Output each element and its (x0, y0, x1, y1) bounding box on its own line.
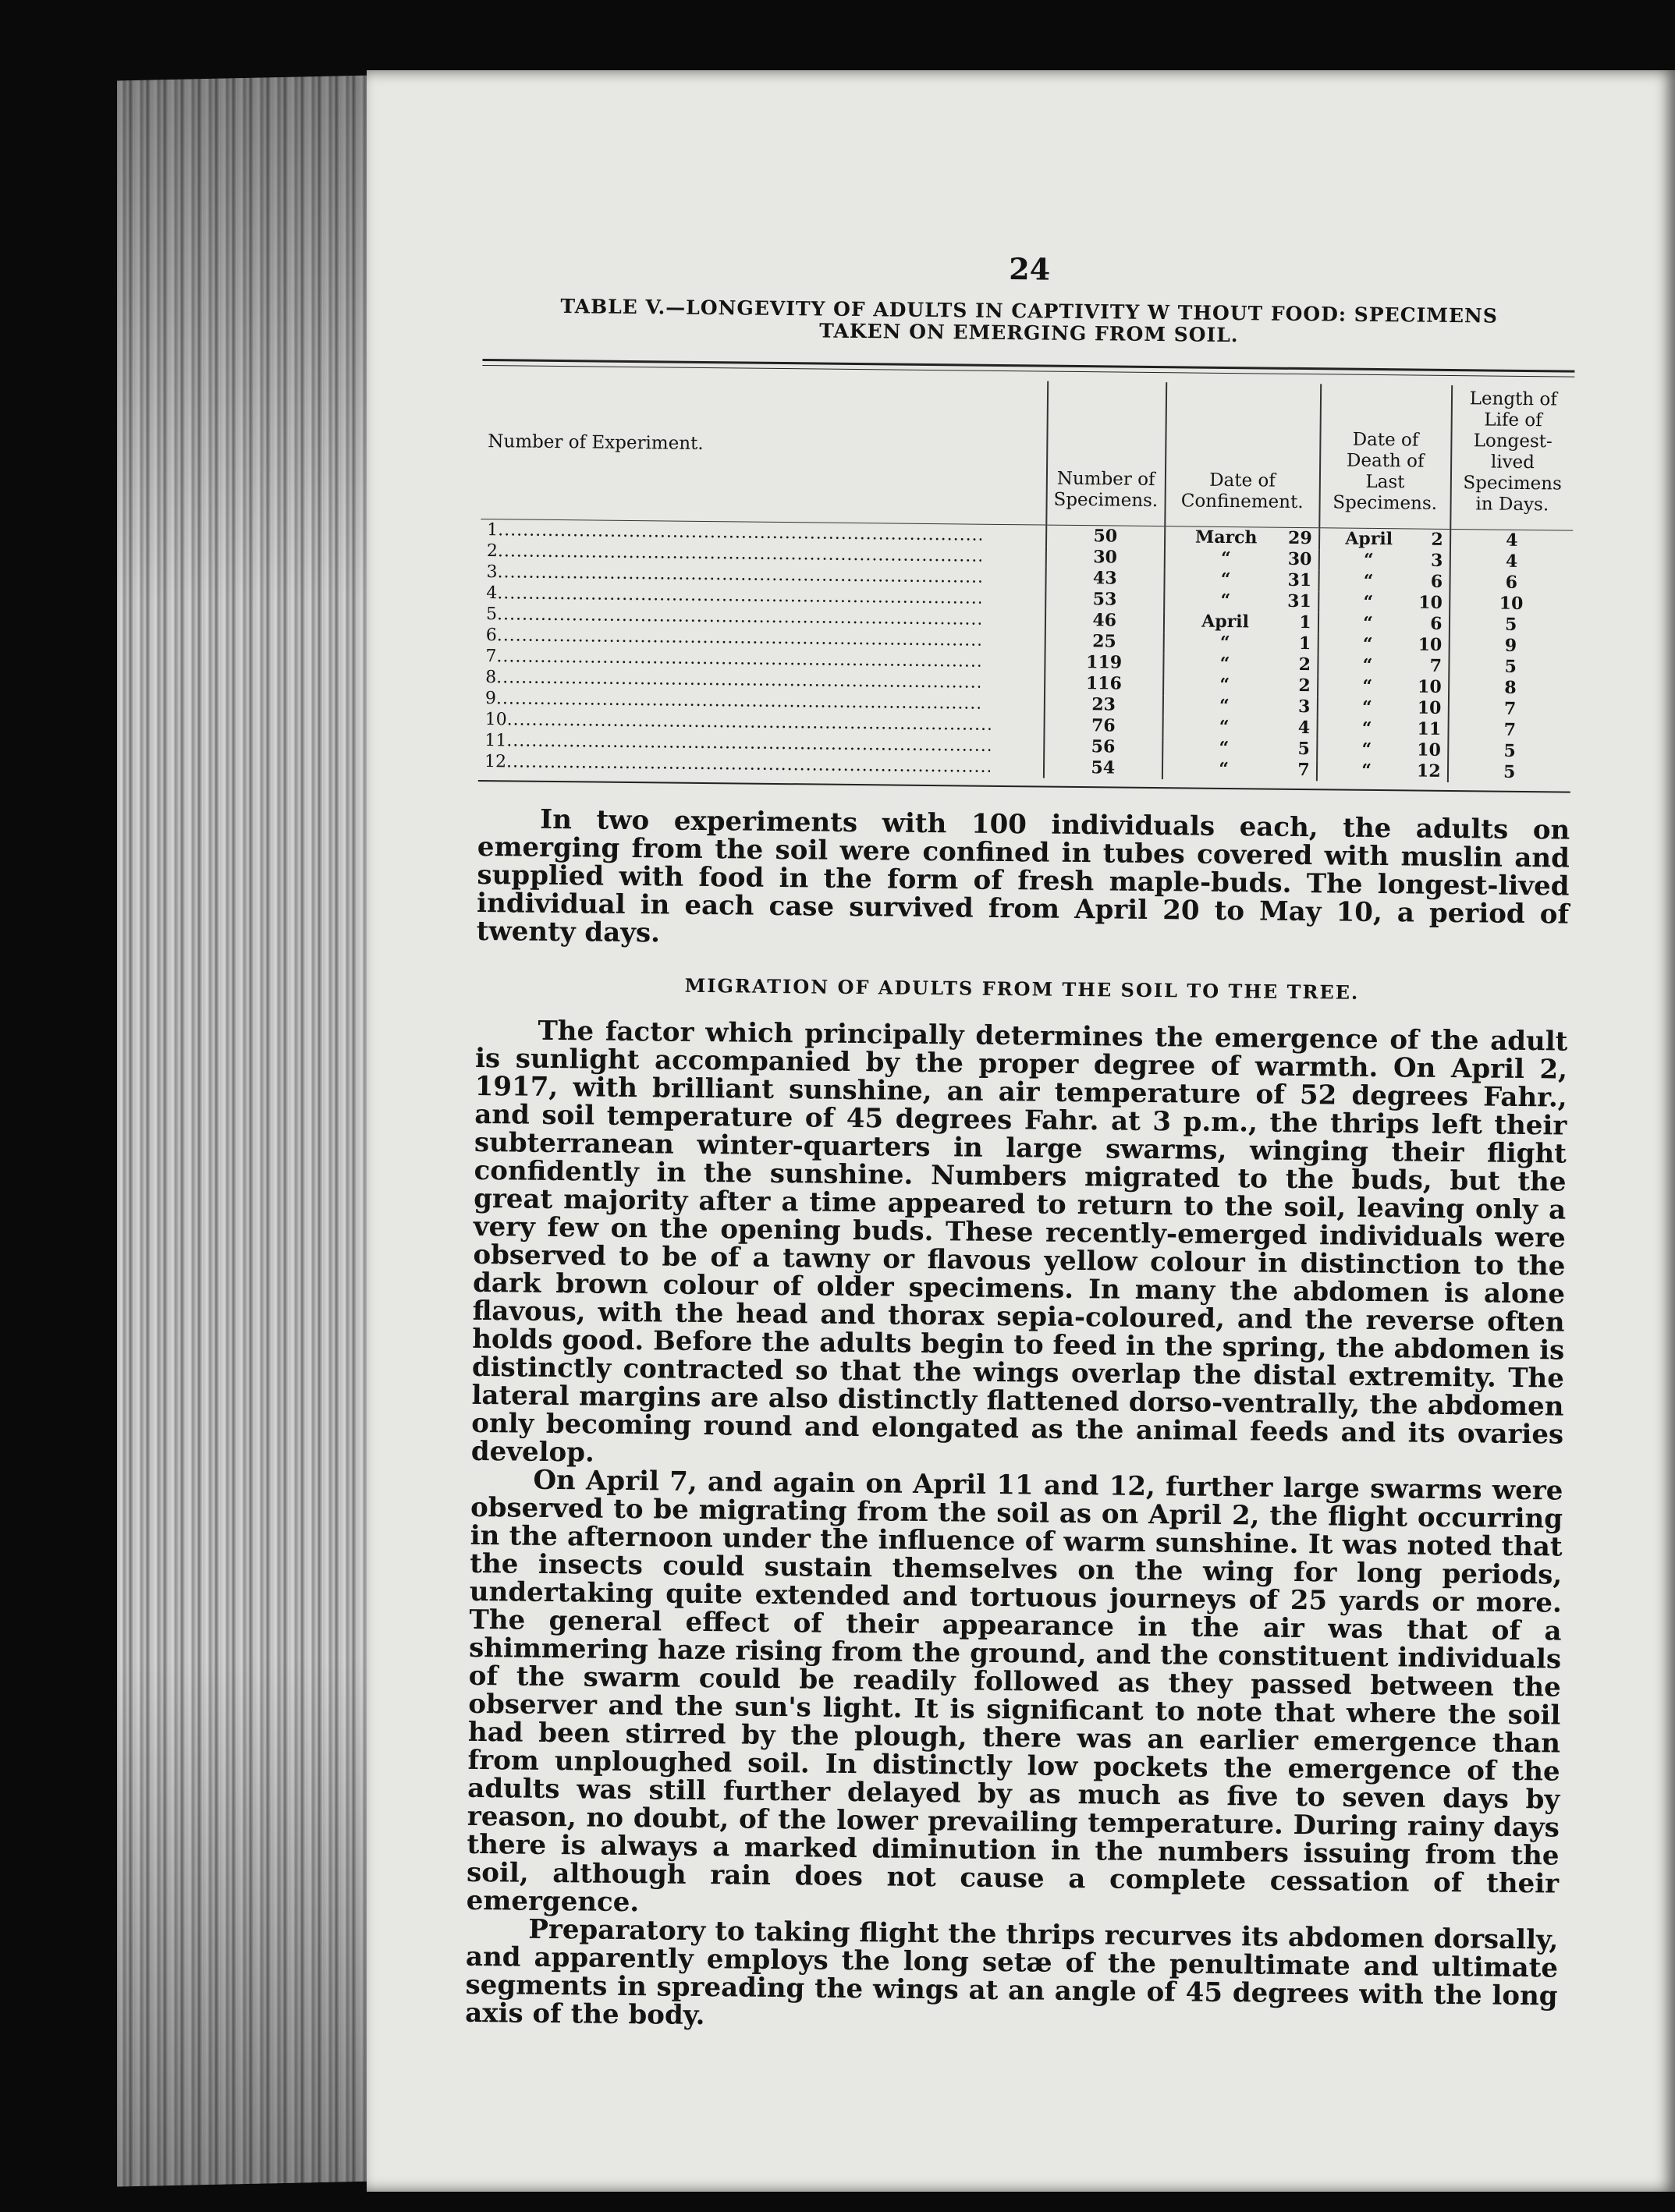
cell-specimens: 53 (1045, 589, 1164, 611)
confinement-month: “ (1219, 653, 1230, 675)
table-title-line-2: TAKEN ON EMERGING FROM SOIL. (819, 319, 1239, 347)
book-page (367, 70, 1675, 2192)
header-confinement: Date of Confinement. (1165, 382, 1321, 528)
cell-confinement (1162, 716, 1317, 739)
table-title (483, 295, 1576, 350)
paragraph: In two experiments with 100 individuals each, the adults on emerging from the soil were confined in tubes covered with muslin and supplied with food in the form of fresh maple-buds. The longest-lived individual in each case survived from April 20 to May 10, a period of twenty days. (476, 803, 1570, 949)
death-day: 12 (1416, 760, 1441, 782)
death-month: “ (1361, 739, 1372, 760)
death-day: 3 (1430, 550, 1443, 571)
confinement-day: 2 (1298, 675, 1311, 697)
cell-days: 8 (1449, 677, 1572, 700)
experiment-number: 8 (485, 668, 497, 688)
death-day: 10 (1417, 676, 1442, 697)
death-month: “ (1363, 612, 1374, 633)
dot-leader (506, 751, 990, 777)
confinement-day: 30 (1287, 548, 1312, 570)
table-top-rule (482, 359, 1574, 378)
cell-death (1318, 591, 1450, 614)
confinement-month: “ (1220, 548, 1231, 569)
death-day: 10 (1417, 739, 1442, 760)
cell-specimens: 30 (1046, 547, 1165, 569)
experiment-number: 11 (484, 731, 507, 751)
confinement-month: “ (1219, 632, 1230, 654)
confinement-day: 5 (1297, 738, 1311, 760)
cell-death (1317, 739, 1448, 761)
cell-specimens: 119 (1045, 652, 1163, 675)
cell-specimens: 54 (1044, 757, 1162, 780)
cell-specimens: 76 (1044, 715, 1162, 738)
confinement-day: 1 (1298, 633, 1311, 654)
table-body (478, 519, 1573, 783)
cell-specimens: 50 (1046, 525, 1165, 548)
confinement-day: 3 (1297, 696, 1311, 718)
cell-death (1318, 612, 1449, 635)
cell-death (1318, 654, 1449, 677)
confinement-day: 29 (1287, 527, 1312, 549)
death-month: “ (1361, 718, 1372, 739)
confinement-month: “ (1220, 590, 1231, 611)
cell-confinement (1163, 632, 1318, 654)
cell-days: 7 (1448, 719, 1571, 742)
cell-days: 4 (1450, 529, 1574, 551)
death-day: 7 (1429, 655, 1443, 676)
header-experiment: Number of Experiment. (481, 375, 1048, 525)
paragraph: On April 7, and again on April 11 and 12, further large swarms were observed to be migrating from the soil as on April 2, the flight occurring in the afternoon under the influence of warm sunshine. It was noted that the insects could sustain themselves on the wing for long periods, undertaking quite extended and tortuous journeys of 25 yards or more. The general effect of their appearance in the air was that of a shimmering haze rising from the ground, and the constituent individuals of the swarm could be readily followed as they passed between the observer and the sun's light. It is significant to note that where the soil had been stirred by the plough, there was an earlier emergence than from unploughed soil. In distinctly low pockets the emergence of the adults was still further delayed by as much as five to seven days by reason, no doubt, of the lower prevailing temperature. During rainy days there is always a marked diminution in the numbers issuing from the soil, although rain does not cause a complete cessation of their emergence. (466, 1464, 1563, 1919)
cell-days: 10 (1450, 593, 1573, 615)
cell-specimens: 56 (1044, 736, 1162, 759)
cell-death (1319, 528, 1450, 551)
cell-days: 5 (1449, 614, 1572, 636)
paragraph: The factor which principally determines the emergence of the adult is sunlight accompanied by the proper degree of warmth. On April 2, 1917, with brilliant sunshine, an air temperature of 52 degrees Fahr., and soil temperature of 45 degrees Fahr. at 3 p.m., the thrips left their subterranean winter-quarters in large swarms, winging their flight confidently in the sunshine. Numbers migrated to the buds, but the great majority after a time appeared to return to the soil, leaving only a very few on the opening buds. These recently-emerged individuals were observed to be of a tawny or flavous yellow colour in distinction to the dark brown colour of older specimens. In many the abdomen is alone flavous, with the head and thorax sepia-coloured, and the reverse often holds good. Before the adults begin to feed in the spring, the abdomen is distinctly contracted so that the wings overlap the distal extremity. The lateral margins are also distinctly flattened dorso-ventrally, the abdomen only becoming round and elongated as the animal feeds and its ovaries develop. (470, 1015, 1568, 1469)
confinement-day: 31 (1287, 569, 1312, 591)
cell-days: 5 (1449, 656, 1572, 679)
table-title-line-1: TABLE V.—LONGEVITY OF ADULTS IN CAPTIVITY W THOUT FOOD: SPECIMENS (560, 295, 1499, 328)
cell-confinement (1162, 758, 1316, 781)
experiment-number: 10 (484, 710, 507, 730)
confinement-month: March (1194, 526, 1258, 548)
experiment-number: 2 (486, 541, 499, 562)
confinement-month: “ (1219, 737, 1230, 759)
cell-days: 5 (1448, 740, 1571, 763)
death-month: “ (1363, 570, 1374, 591)
cell-death (1316, 760, 1447, 782)
page-number: 24 (1009, 251, 1051, 287)
cell-death (1317, 718, 1448, 740)
cell-death (1318, 570, 1450, 593)
experiment-number: 7 (485, 647, 497, 667)
cell-days: 4 (1450, 551, 1573, 573)
table-header-row (481, 375, 1574, 530)
experiment-number: 3 (486, 562, 498, 583)
death-month: “ (1362, 654, 1373, 675)
cell-confinement (1165, 526, 1319, 550)
death-month: “ (1363, 591, 1374, 612)
cell-days: 6 (1450, 572, 1573, 594)
cell-death (1318, 549, 1450, 572)
cell-confinement (1163, 611, 1318, 633)
paragraph: Preparatory to taking flight the thrips recurves its abdomen dorsally, and apparently employs the long setæ of the penultimate and ultimate segments in spreading the wings at an angle of 45 degrees with the long axis of the body. (465, 1913, 1559, 2032)
header-length: Length of Life of Longest-lived Specimens in Days. (1450, 385, 1574, 530)
cell-confinement (1164, 548, 1318, 570)
confinement-month: “ (1219, 758, 1230, 780)
confinement-day: 31 (1287, 590, 1311, 612)
death-day: 6 (1430, 613, 1443, 634)
cell-confinement (1162, 695, 1317, 718)
cell-specimens: 23 (1045, 694, 1163, 717)
experiment-number: 1 (487, 520, 499, 541)
cell-specimens: 25 (1045, 631, 1163, 654)
cell-specimens: 43 (1045, 568, 1164, 590)
section-heading: MIGRATION OF ADULTS FROM THE SOIL TO THE TREE. (684, 973, 1360, 1004)
death-day: 11 (1417, 718, 1442, 739)
confinement-day: 2 (1298, 654, 1311, 675)
death-day: 2 (1431, 529, 1443, 550)
experiment-number: 6 (485, 626, 497, 646)
cell-death (1317, 697, 1448, 719)
experiment-number: 5 (485, 604, 498, 625)
confinement-day: 7 (1297, 759, 1310, 781)
death-month: “ (1362, 633, 1373, 654)
body-text (465, 805, 1570, 2039)
longevity-table (478, 375, 1574, 784)
confinement-month: “ (1219, 674, 1230, 696)
confinement-month: April (1201, 611, 1250, 633)
cell-confinement (1163, 653, 1318, 675)
experiment-number: 4 (486, 583, 498, 604)
confinement-month: “ (1220, 569, 1231, 590)
cell-specimens: 116 (1045, 673, 1163, 696)
death-day: 10 (1418, 592, 1443, 613)
cell-days: 5 (1447, 761, 1570, 784)
table-bottom-rule (478, 780, 1570, 793)
death-day: 10 (1418, 634, 1443, 655)
death-month: “ (1362, 675, 1373, 697)
death-month: “ (1361, 697, 1372, 718)
cell-death (1318, 675, 1449, 698)
header-death: Date of Death of Last Specimens. (1319, 384, 1452, 529)
page-content (465, 246, 1576, 2039)
death-month: “ (1361, 760, 1372, 781)
cell-death (1318, 633, 1449, 656)
cell-specimens: 46 (1045, 610, 1164, 633)
book-page-edges (117, 76, 374, 2187)
cell-confinement (1164, 590, 1318, 612)
cell-confinement (1162, 737, 1317, 760)
cell-confinement (1164, 569, 1318, 591)
cell-days: 9 (1449, 635, 1572, 658)
confinement-day: 4 (1297, 717, 1311, 739)
experiment-number: 12 (484, 752, 507, 772)
cell-confinement (1163, 674, 1318, 697)
death-month: April (1345, 528, 1393, 550)
death-day: 10 (1417, 697, 1442, 718)
header-specimens: Number of Specimens. (1046, 381, 1166, 526)
experiment-number: 9 (484, 689, 497, 709)
death-day: 6 (1430, 571, 1443, 592)
confinement-month: “ (1219, 716, 1230, 738)
confinement-day: 1 (1299, 611, 1311, 633)
death-month: “ (1363, 549, 1374, 570)
confinement-month: “ (1219, 695, 1230, 717)
cell-days: 7 (1448, 698, 1571, 721)
